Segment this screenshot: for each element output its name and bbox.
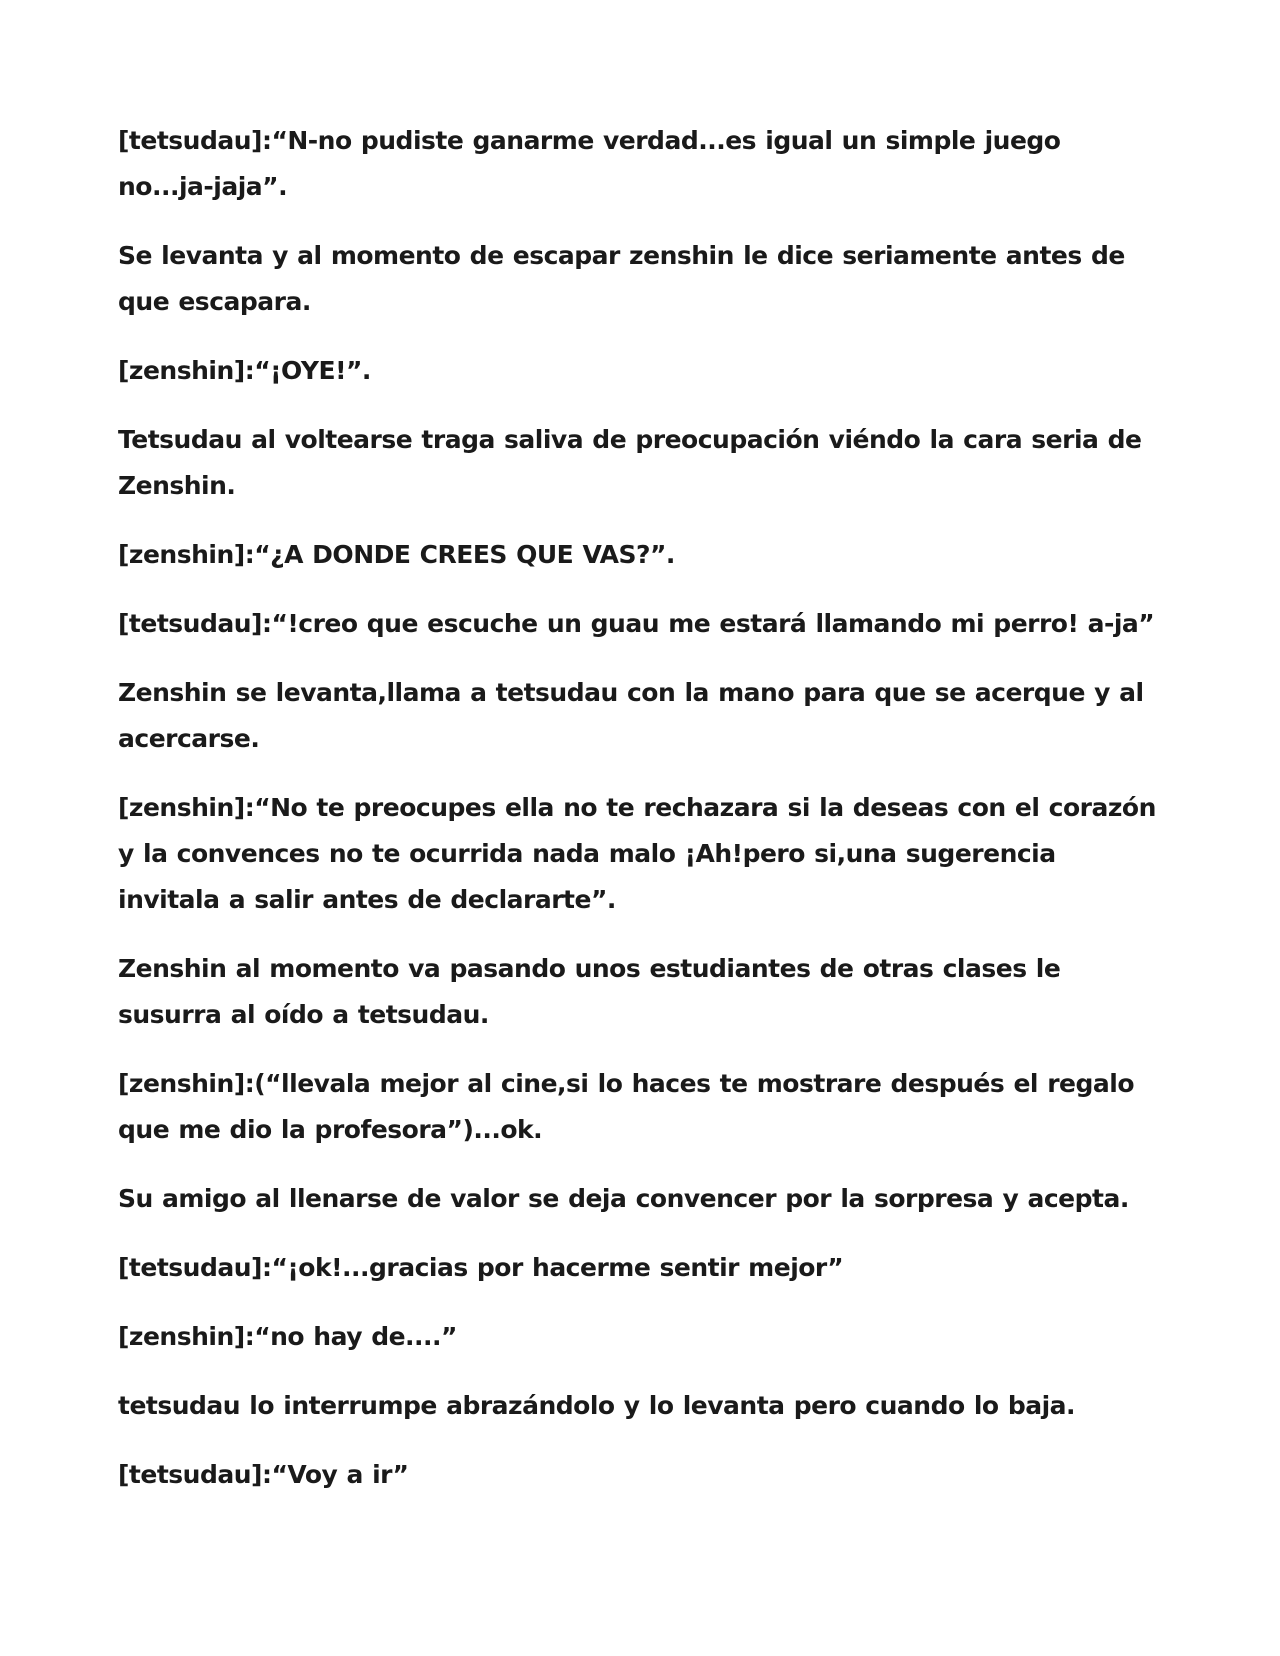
dialogue-line: [zenshin]:“¿A DONDE CREES QUE VAS?”. [118, 540, 675, 569]
dialogue-line: [tetsudau]:“¡ok!...gracias por hacerme sentir mejor” [118, 1253, 844, 1282]
dialogue-line: [tetsudau]:“Voy a ir” [118, 1460, 409, 1489]
dialogue-line: [zenshin]:“¡OYE!”. [118, 356, 371, 385]
narration-line: Zenshin al momento va pasando unos estudiantes de otras clases le susurra al oído a tetsudau. [118, 954, 1061, 1029]
narration-line: Zenshin se levanta,llama a tetsudau con la mano para que se acerque y al acercarse. [118, 678, 1144, 753]
narration-line: Su amigo al llenarse de valor se deja convencer por la sorpresa y acepta. [118, 1184, 1129, 1213]
dialogue-line: [tetsudau]:“N-no pudiste ganarme verdad...es igual un simple juego no...ja-jaja”. [118, 126, 1061, 201]
narration-line: Se levanta y al momento de escapar zenshin le dice seriamente antes de que escapara. [118, 241, 1125, 316]
dialogue-line: [tetsudau]:“!creo que escuche un guau me estará llamando mi perro! a-ja” [118, 609, 1155, 638]
narration-line: Tetsudau al voltearse traga saliva de preocupación viéndo la cara seria de Zenshin. [118, 425, 1142, 500]
dialogue-line: [zenshin]:(“llevala mejor al cine,si lo haces te mostrare después el regalo que me dio la profesora”)...ok. [118, 1069, 1134, 1144]
dialogue-line: [zenshin]:“No te preocupes ella no te rechazara si la deseas con el corazón y la convences no te ocurrida nada malo ¡Ah!pero si,una sugerencia invitala a salir antes de declararte”. [118, 793, 1156, 914]
narration-line: tetsudau lo interrumpe abrazándolo y lo levanta pero cuando lo baja. [118, 1391, 1076, 1420]
document-body [118, 118, 1158, 1521]
dialogue-line: [zenshin]:“no hay de....” [118, 1322, 457, 1351]
